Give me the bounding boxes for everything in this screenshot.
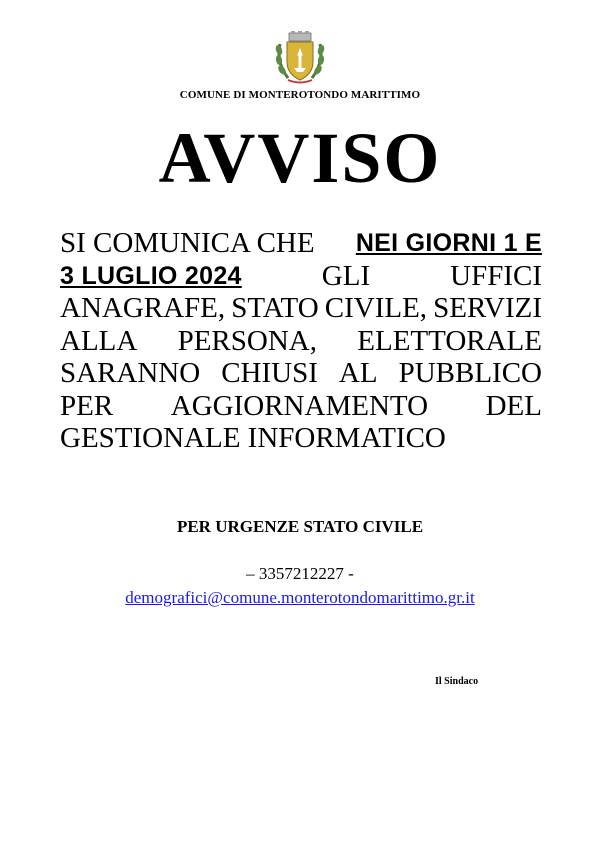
- phone-number: – 3357212227 -: [246, 564, 354, 583]
- notice-line: SARANNO CHIUSI AL PUBBLICO: [60, 357, 542, 389]
- notice-line: SI COMUNICA CHE NEI GIORNI 1 E: [60, 227, 542, 259]
- notice-line: PER AGGIORNAMENTO DEL: [60, 389, 542, 422]
- highlighted-dates: 3 LUGLIO 2024: [60, 261, 242, 290]
- highlighted-dates: NEI GIORNI 1 E: [355, 229, 542, 257]
- email-link[interactable]: demografici@comune.monterotondomarittimo.gr.it: [125, 588, 475, 607]
- notice-line: 3 LUGLIO 2024 GLI UFFICI: [60, 259, 542, 292]
- email-row: [0, 588, 600, 608]
- coat-of-arms-icon: [272, 30, 328, 86]
- notice-line: ANAGRAFE, STATO CIVILE, SERVIZI: [60, 292, 542, 324]
- municipality-name: COMUNE DI MONTEROTONDO MARITTIMO: [179, 89, 421, 101]
- signature: Il Sindaco: [435, 676, 479, 687]
- notice-title: AVVISO: [158, 118, 442, 198]
- urgent-contact-heading: PER URGENZE STATO CIVILE: [176, 517, 424, 536]
- notice-body: [60, 227, 542, 455]
- notice-line: ALLA PERSONA, ELETTORALE: [60, 324, 542, 357]
- notice-line: GESTIONALE INFORMATICO: [60, 422, 446, 454]
